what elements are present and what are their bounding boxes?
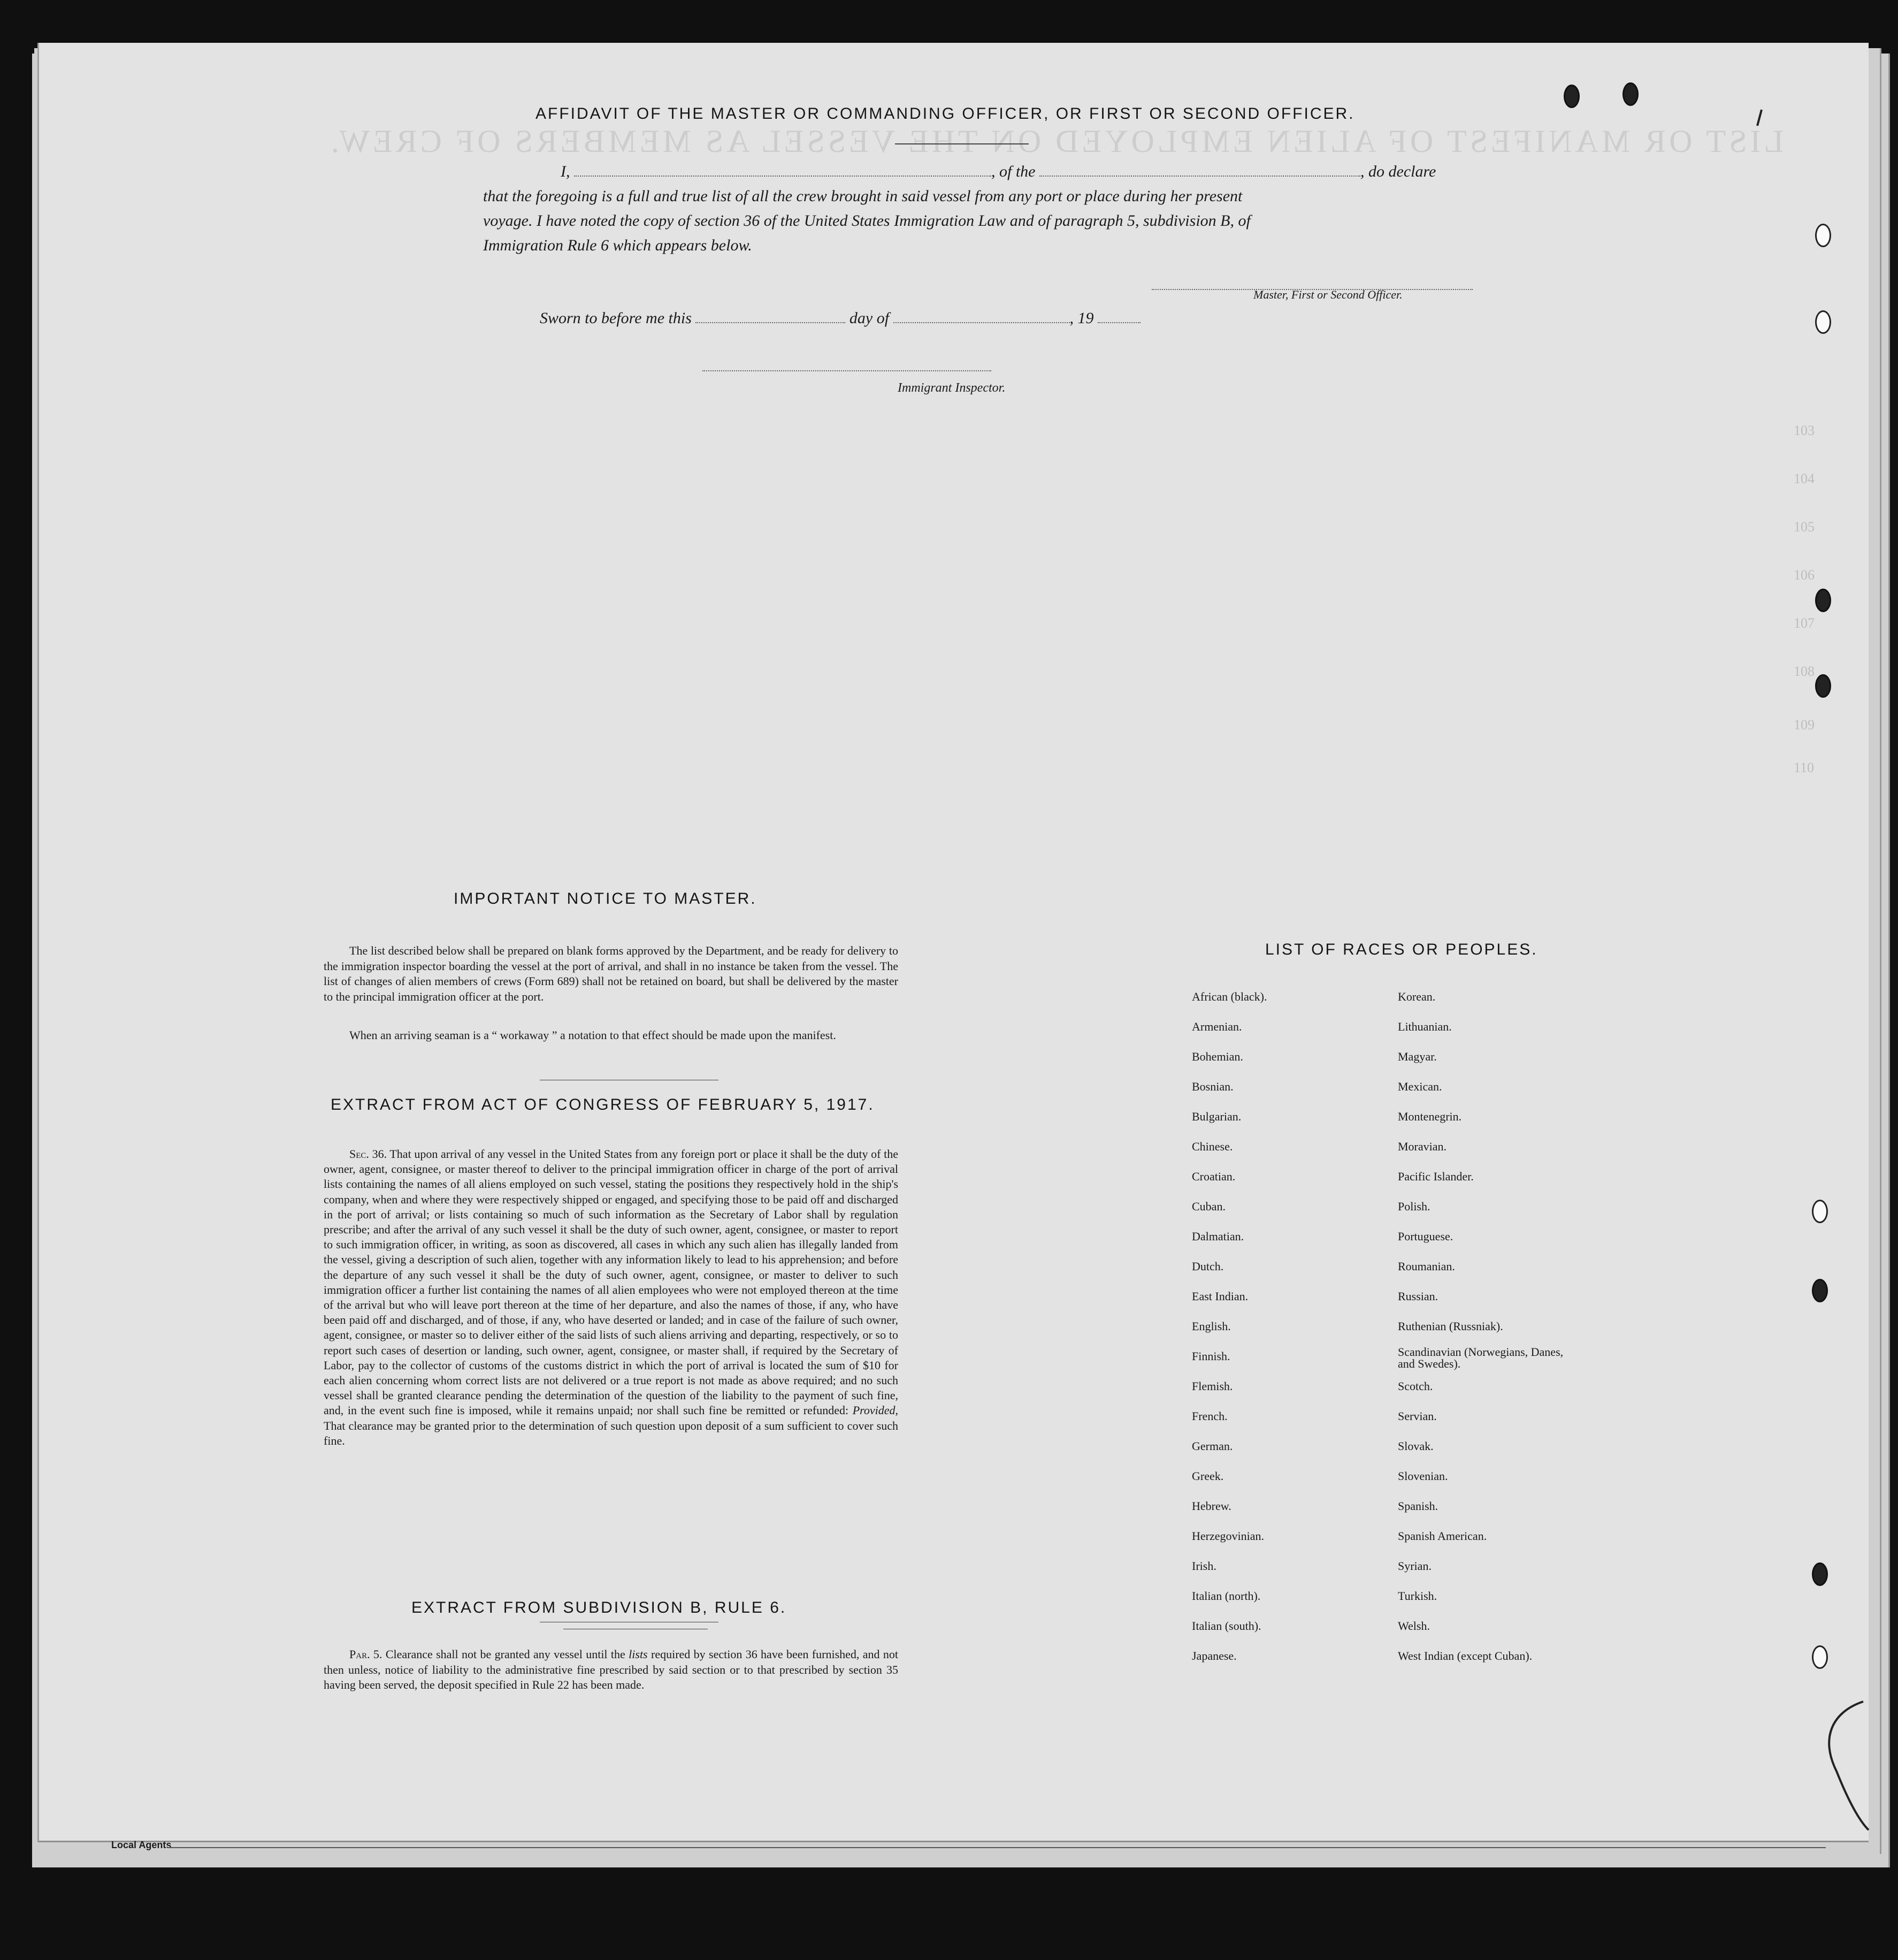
race-entry: West Indian (except Cuban). (1398, 1649, 1533, 1662)
race-entry: Korean. (1398, 990, 1436, 1003)
race-entry: Finnish. (1192, 1349, 1230, 1363)
binder-hole-icon (1812, 1279, 1828, 1302)
rule-text-after: required by section 36 have been furnished, and not then unless, notice of liability to the administrative fine prescribed by said section or to that prescribed by section 35 having been served, the deposit specified in Rule 22 has been made. (324, 1648, 899, 1691)
notice-paragraph-2: When an arriving seaman is a “ workaway ” a notation to that effect should be made upon the manifest. (349, 1028, 836, 1042)
affidavit-title-rule (895, 143, 1029, 144)
binder-hole-icon (1623, 82, 1639, 106)
sworn-day-field[interactable] (695, 322, 845, 323)
binder-hole-icon (1564, 85, 1580, 108)
notice-paragraph-1: The list described below shall be prepared on blank forms approved by the Department, and be ready for delivery to the immigration inspector boarding the vessel at the port of arrival, and shall in no instance be taken from the vessel. The list of changes of alien members of crews (Form 689) shall not be retained on board, but shall be delivered by the master to the principal immigration officer at the port. (324, 944, 898, 1003)
race-entry: Polish. (1398, 1200, 1430, 1213)
race-entry: Mexican. (1398, 1080, 1442, 1093)
race-entry: Irish. (1192, 1559, 1216, 1573)
race-entry: Armenian. (1192, 1020, 1242, 1033)
sworn-year-label: , 19 (1069, 309, 1094, 327)
race-entry: Scandinavian (Norwegians, Danes, and Swedes). (1398, 1345, 1564, 1370)
bleed-through-text: 105 (1794, 519, 1815, 535)
provided-label: Provided, (852, 1404, 899, 1417)
binder-hole-icon (1815, 674, 1831, 698)
race-entry: Portuguese. (1398, 1230, 1453, 1243)
races-title: LIST OF RACES OR PEOPLES. (1265, 941, 1538, 958)
act-extract-paragraph (324, 1147, 898, 1448)
race-entry: Dalmatian. (1192, 1230, 1244, 1243)
affidavit-title: AFFIDAVIT OF THE MASTER OR COMMANDING OFFICER, OR FIRST OR SECOND OFFICER. (535, 105, 1355, 123)
bleed-through-text: 109 (1794, 717, 1815, 733)
race-entry: Scotch. (1398, 1379, 1433, 1393)
act-extract-title: EXTRACT FROM ACT OF CONGRESS OF FEBRUARY 5, 1917. (331, 1096, 875, 1114)
bleed-through-text: LIST OR MANIFEST OF ALIEN EMPLOYED ON THE VESSEL AS MEMBERS OF CREW. (328, 124, 1784, 159)
inspector-label: Immigrant Inspector. (898, 381, 1006, 395)
race-entry: Servian. (1398, 1409, 1437, 1423)
binder-hole-icon (1815, 310, 1831, 334)
rule-extract-paragraph (324, 1647, 898, 1693)
binder-hole-icon (1815, 589, 1831, 612)
affidavit-of-the-label: , of the (991, 163, 1036, 180)
race-entry: Slovak. (1398, 1439, 1434, 1453)
race-entry: Bosnian. (1192, 1080, 1234, 1093)
race-entry: Cuban. (1192, 1200, 1226, 1213)
master-name-field[interactable] (574, 176, 991, 177)
sworn-statement (540, 306, 1141, 331)
bleed-through-text: 103 (1794, 423, 1815, 438)
pen-mark-icon (1799, 1696, 1874, 1835)
affidavit-do-declare-label: , do declare (1360, 163, 1436, 180)
affidavit-declaration-line4: Immigration Rule 6 which appears below. (483, 237, 752, 254)
rule-extract-title: EXTRACT FROM SUBDIVISION B, RULE 6. (411, 1599, 787, 1616)
section-label: Sec. 36. (349, 1147, 387, 1161)
race-entry: Italian (south). (1192, 1619, 1261, 1633)
race-entry: Japanese. (1192, 1649, 1237, 1662)
master-signature-label: Master, First or Second Officer. (1253, 288, 1403, 301)
bleed-through-text: 108 (1794, 663, 1815, 679)
race-entry: Turkish. (1398, 1589, 1437, 1603)
binder-hole-icon (1812, 1562, 1828, 1586)
race-entry: Bulgarian. (1192, 1110, 1242, 1123)
lists-word: lists (629, 1648, 648, 1661)
race-entry: Herzegovinian. (1192, 1529, 1264, 1543)
binder-hole-icon (1812, 1645, 1828, 1669)
vessel-name-field[interactable] (1039, 176, 1360, 177)
race-entry: Pacific Islander. (1398, 1170, 1474, 1183)
pen-mark-icon (1751, 107, 1767, 128)
race-entry: Moravian. (1398, 1140, 1447, 1153)
race-entry: Hebrew. (1192, 1499, 1231, 1513)
footer-rule (167, 1847, 1826, 1848)
race-entry: Ruthenian (Russniak). (1398, 1320, 1503, 1333)
binder-hole-icon (1815, 224, 1831, 247)
race-entry: Roumanian. (1398, 1260, 1455, 1273)
race-entry: Bohemian. (1192, 1050, 1243, 1063)
race-entry: Spanish American. (1398, 1529, 1487, 1543)
race-entry: Chinese. (1192, 1140, 1233, 1153)
race-entry: Flemish. (1192, 1379, 1233, 1393)
race-entry: Greek. (1192, 1469, 1224, 1483)
race-entry: Spanish. (1398, 1499, 1438, 1513)
race-entry: Russian. (1398, 1290, 1438, 1303)
affidavit-i-label: I, (561, 163, 570, 180)
par-label: Par. 5. (349, 1648, 382, 1661)
race-entry: German. (1192, 1439, 1233, 1453)
race-entry: Italian (north). (1192, 1589, 1261, 1603)
race-entry: French. (1192, 1409, 1228, 1423)
local-agents-label: Local Agents (111, 1840, 172, 1850)
race-entry: African (black). (1192, 990, 1267, 1003)
race-entry: Montenegrin. (1398, 1110, 1462, 1123)
notice-title: IMPORTANT NOTICE TO MASTER. (454, 890, 757, 907)
inspector-signature-line[interactable] (702, 370, 991, 371)
race-entry: Magyar. (1398, 1050, 1437, 1063)
section-text: That upon arrival of any vessel in the United States from any foreign port or place it shall be the duty of the owner, agent, consignee, or master thereof to deliver to the principal immigration officer in charge of the port of arrival lists containing the names of all aliens employed on such vessel, stating the positions they respectively hold in the ship's company, when and where they were respectively shipped or engaged, and specifying those to be paid off and discharged in the port of arrival; or lists containing so much of such information as the Secretary of Labor shall by regulation prescribe; and after the arrival of any such vessel it shall be the duty of such owner, agent, consignee, or master to report to such immigration officer, in writing, as soon as discovered, all cases in which any such alien has illegally landed from the vessel, giving a description of such alien, together with any information likely to lead to his apprehension; and before the departure of any such vessel it shall be the duty of such owner, agent, consignee, or master to deliver to such immigration officer a further list containing the names of all alien employees who were not employed thereon at the time of the arrival but who will leave port thereon at the time of her departure, and also the names of those, if any, who have been paid off and discharged, and of those, if any, who have deserted or landed; and in case of the failure of such owner, agent, consignee, or master so to deliver either of the said lists of such aliens arriving and departing, respectively, or so to report such cases of desertion or landing, such owner, agent, consignee, or master shall, if required by the Secretary of Labor, pay to the collector of customs of the customs district in which the port of arrival is located the sum of $10 for each alien concerning whom correct lists are not delivered or a true report is not made as above required; and no such vessel shall be granted clearance pending the determination of the question of the liability to the payment of such fine, and, in the event such fine is imposed, while it remains unpaid; nor shall such fine be remitted or refunded: (324, 1147, 898, 1417)
race-entry: Croatian. (1192, 1170, 1236, 1183)
race-entry: East Indian. (1192, 1290, 1249, 1303)
rule-text-before: Clearance shall not be granted any vessel until the (385, 1648, 625, 1661)
section-text-end: That clearance may be granted prior to the determination of such question upon deposit of a sum sufficient to cover such fine. (324, 1418, 898, 1447)
binder-hole-icon (1812, 1200, 1828, 1223)
sworn-prefix: Sworn to before me this (540, 309, 692, 327)
sworn-day-of-label: day of (849, 309, 890, 327)
sworn-year-field[interactable] (1098, 322, 1141, 323)
race-entry: Slovenian. (1398, 1469, 1448, 1483)
race-entry: Welsh. (1398, 1619, 1430, 1633)
affidavit-declaration-line3: voyage. I have noted the copy of section 36 of the United States Immigration Law and of paragraph 5, subdivision B, of (483, 212, 1251, 230)
sworn-month-field[interactable] (893, 322, 1070, 323)
manifest-page (37, 43, 1869, 1850)
bleed-through-text: 107 (1794, 615, 1815, 631)
race-entry: English. (1192, 1320, 1231, 1333)
race-entry: Lithuanian. (1398, 1020, 1452, 1033)
race-entry: Syrian. (1398, 1559, 1432, 1573)
bleed-through-text: 110 (1794, 760, 1815, 775)
affidavit-declaration-line1 (561, 159, 1436, 184)
race-entry: Dutch. (1192, 1260, 1224, 1273)
bleed-through-text: 104 (1794, 471, 1815, 486)
bleed-through-text: 106 (1794, 567, 1815, 583)
affidavit-declaration-line2: that the foregoing is a full and true list of all the crew brought in said vessel from any port or place during her present (483, 187, 1243, 205)
